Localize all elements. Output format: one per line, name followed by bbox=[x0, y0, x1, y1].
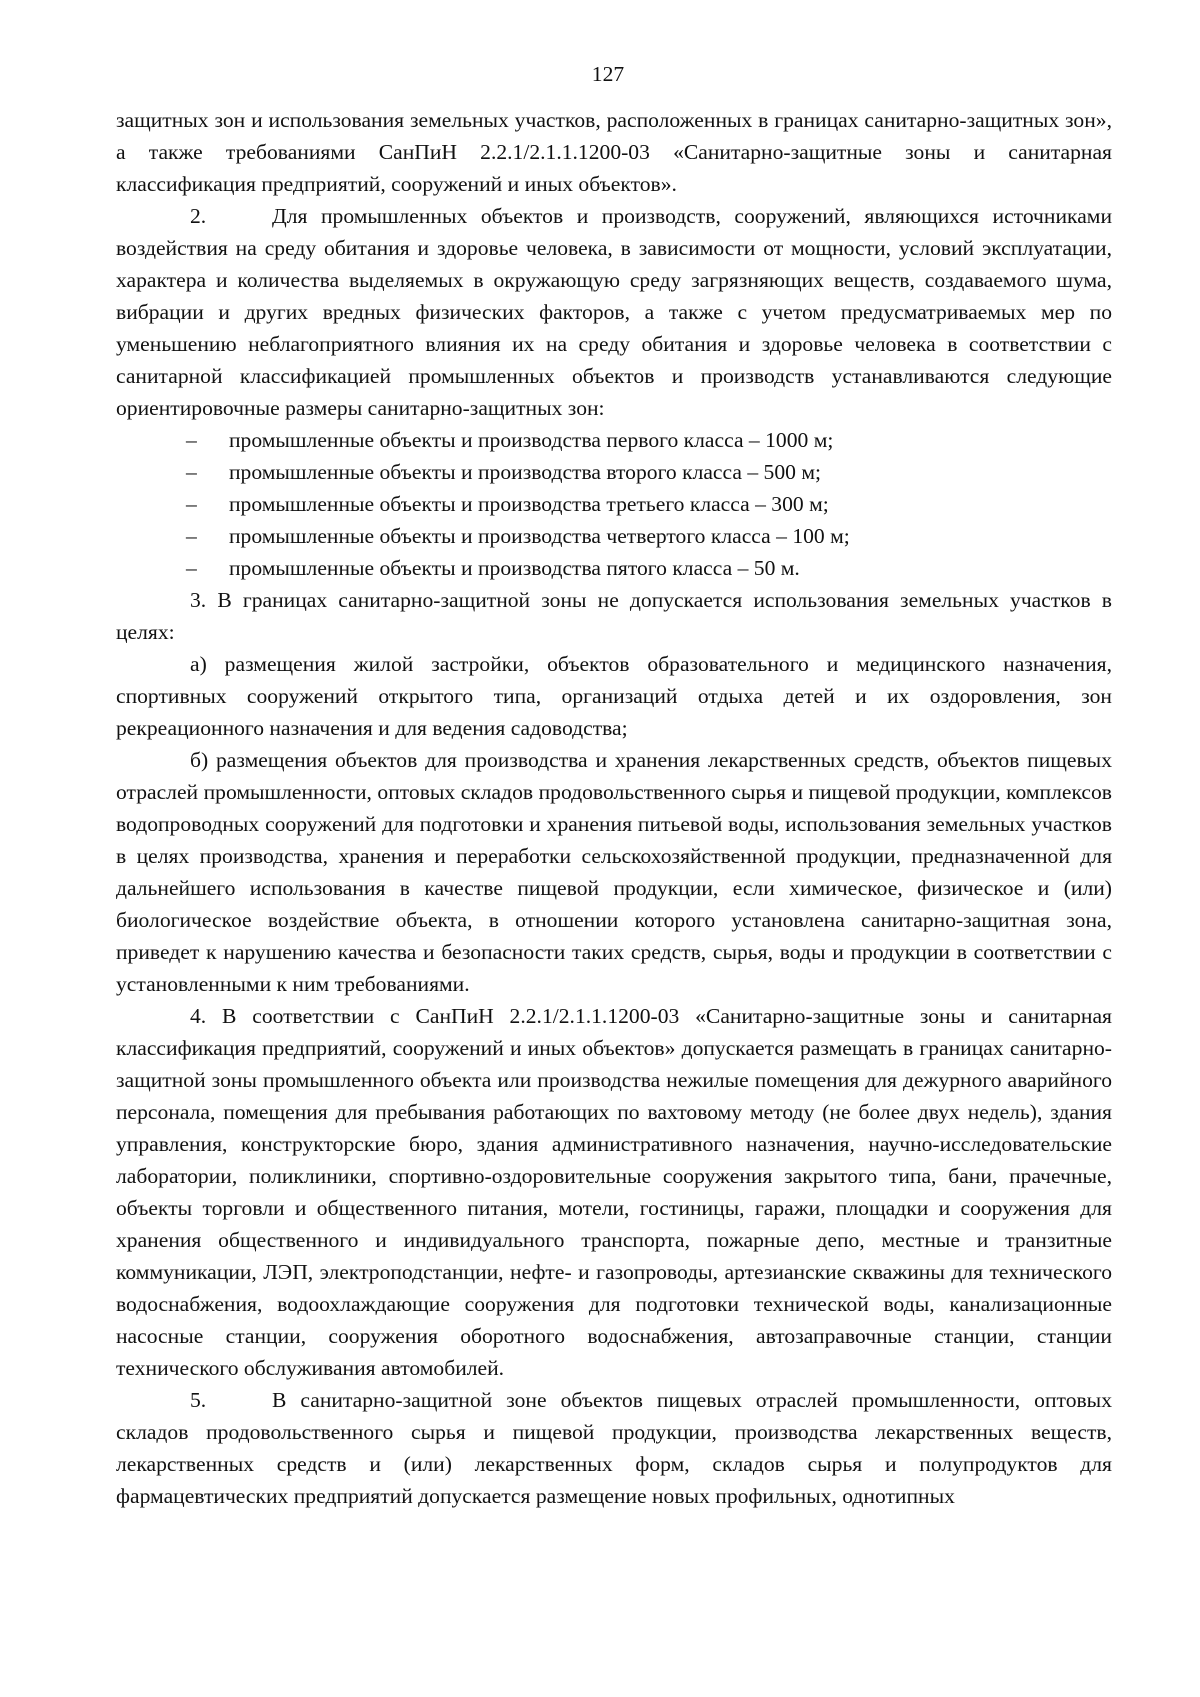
paragraph-5 bbox=[116, 1384, 1112, 1512]
dash-marker: – bbox=[186, 428, 197, 452]
list-item-text: промышленные объекты и производства первого класса – 1000 м; bbox=[229, 428, 834, 452]
paragraph-5-number: 5. bbox=[190, 1388, 207, 1412]
paragraph-2-text: Для промышленных объектов и производств, сооружений, являющихся источниками воздействия на среду обитания и здоровье человека, в зависимости от мощности, условий эксплуатации, характера и количества выделяемых в окружающую среду загрязняющих веществ, создаваемого шума, вибрации и других вредных физических факторов, а также с учетом предусматриваемых мер по уменьшению неблагоприятного влияния их на среду обитания и здоровье человека в соответствии с санитарной классификацией промышленных объектов и производств устанавливаются следующие ориентировочные размеры санитарно-защитных зон: bbox=[116, 204, 1112, 420]
paragraph-4: 4. В соответствии с СанПиН 2.2.1/2.1.1.1200-03 «Санитарно-защитные зоны и санитарная классификация предприятий, сооружений и иных объектов» допускается размещать в границах санитарно-защитной зоны промышленного объекта или производства нежилые помещения для дежурного аварийного персонала, помещения для пребывания работающих по вахтовому методу (не более двух недель), здания управления, конструкторские бюро, здания административного назначения, научно-исследовательские лаборатории, поликлиники, спортивно-оздоровительные сооружения закрытого типа, бани, прачечные, объекты торговли и общественного питания, мотели, гостиницы, гаражи, площадки и сооружения для хранения общественного и индивидуального транспорта, пожарные депо, местные и транзитные коммуникации, ЛЭП, электроподстанции, нефте- и газопроводы, артезианские скважины для технического водоснабжения, водоохлаждающие сооружения для подготовки технической воды, канализационные насосные станции, сооружения оборотного водоснабжения, автозаправочные станции, станции технического обслуживания автомобилей. bbox=[116, 1004, 1112, 1380]
list-item-text: промышленные объекты и производства четвертого класса – 100 м; bbox=[229, 524, 850, 548]
page-number: 127 bbox=[591, 62, 625, 86]
dash-marker: – bbox=[186, 556, 197, 580]
list-item-text: промышленные объекты и производства пятого класса – 50 м. bbox=[229, 556, 800, 580]
list-item-text: промышленные объекты и производства третьего класса – 300 м; bbox=[229, 492, 829, 516]
paragraph-2 bbox=[116, 200, 1112, 424]
sanitary-zone-class-list bbox=[116, 424, 1112, 584]
dash-marker: – bbox=[186, 524, 197, 548]
paragraph-3b: б) размещения объектов для производства и хранения лекарственных средств, объектов пищевых отраслей промышленности, оптовых складов продовольственного сырья и пищевой продукции, комплексов водопроводных сооружений для подготовки и хранения питьевой воды, использования земельных участков в целях производства, хранения и переработки сельскохозяйственной продукции, предназначенной для дальнейшего использования в качестве пищевой продукции, если химическое, физическое и (или) биологическое воздействие объекта, в отношении которого установлена санитарно-защитная зона, приведет к нарушению качества и безопасности таких средств, сырья, воды и продукции в соответствии с установленными к ним требованиями. bbox=[116, 748, 1112, 996]
list-item bbox=[116, 552, 1112, 584]
list-item-text: промышленные объекты и производства второго класса – 500 м; bbox=[229, 460, 821, 484]
dash-marker: – bbox=[186, 460, 197, 484]
paragraph-3a: а) размещения жилой застройки, объектов образовательного и медицинского назначения, спортивных сооружений открытого типа, организаций отдыха детей и их оздоровления, зон рекреационного назначения и для ведения садоводства; bbox=[116, 652, 1112, 740]
list-item bbox=[116, 424, 1112, 456]
paragraph-3: 3. В границах санитарно-защитной зоны не допускается использования земельных участков в целях: bbox=[116, 588, 1112, 644]
dash-marker: – bbox=[186, 492, 197, 516]
list-item bbox=[116, 488, 1112, 520]
list-item bbox=[116, 456, 1112, 488]
paragraph-5-text: В санитарно-защитной зоне объектов пищевых отраслей промышленности, оптовых складов продовольственного сырья и пищевой продукции, производства лекарственных веществ, лекарственных средств и (или) лекарственных форм, складов сырья и полупродуктов для фармацевтических предприятий допускается размещение новых профильных, однотипных bbox=[116, 1388, 1112, 1508]
paragraph-2-number: 2. bbox=[190, 204, 207, 228]
document-page bbox=[116, 58, 1112, 1512]
paragraph-continuation: защитных зон и использования земельных участков, расположенных в границах санитарно-защитных зон», а также требованиями СанПиН 2.2.1/2.1.1.1200-03 «Санитарно-защитные зоны и санитарная классификация предприятий, сооружений и иных объектов». bbox=[116, 108, 1112, 196]
list-item bbox=[116, 520, 1112, 552]
